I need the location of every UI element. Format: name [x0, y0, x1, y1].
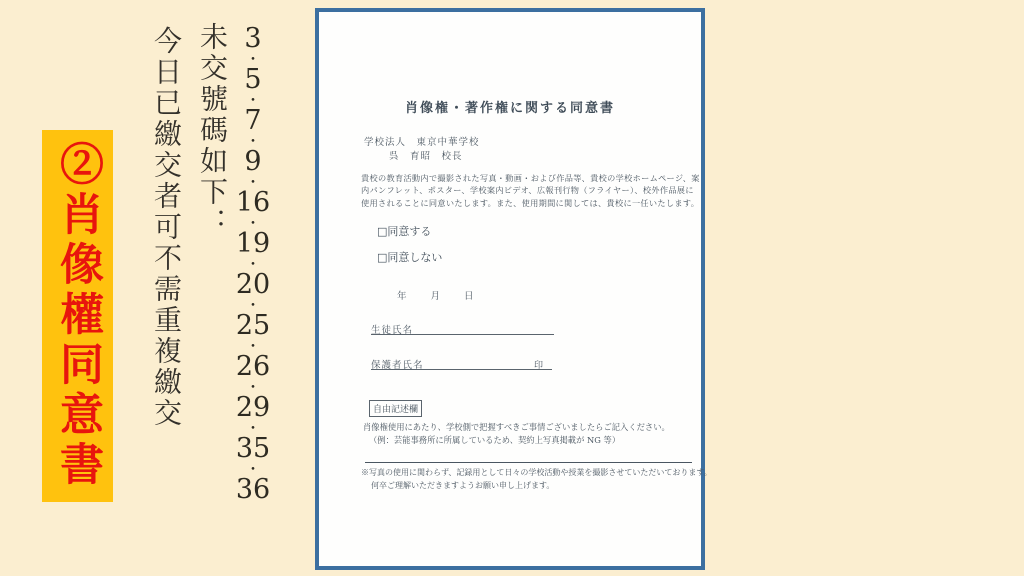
school-name: 学校法人 東京中華学校 — [364, 137, 480, 148]
number-separator-dot: ・ — [245, 296, 261, 314]
uncollected-number: 35 — [235, 433, 271, 464]
number-separator-dot: ・ — [245, 419, 261, 437]
consent-body-paragraph — [361, 172, 700, 209]
seal-mark: 印 — [533, 361, 544, 371]
uncollected-numbers-list — [233, 24, 273, 504]
number-separator-dot: ・ — [245, 255, 261, 273]
document-title: 肖像権・著作権に関する同意書 — [404, 101, 615, 116]
uncollected-number: 9 — [244, 146, 262, 177]
number-separator-dot: ・ — [245, 214, 261, 232]
student-name-label: 生徒氏名 — [371, 325, 414, 336]
footer-note-1: ※写真の使用に関わらず、記録用として日々の学校活動や授業を撮影させていただいております。 — [361, 468, 712, 477]
uncollected-number: 19 — [235, 228, 271, 259]
free-text-instruction: 肖像権使用にあたり、学校側で把握すべきご事情ございましたらご記入ください。 — [363, 422, 670, 432]
title-banner — [42, 130, 113, 502]
body-line: 内パンフレット、ポスター、学校案内ビデオ、広報刊行物（フライヤー）、校外作品展に — [361, 185, 694, 196]
uncollected-number: 26 — [235, 351, 271, 382]
consent-form-document — [315, 8, 712, 570]
number-separator-dot: ・ — [245, 91, 261, 109]
guardian-name-label: 保護者氏名 — [371, 360, 424, 371]
date-day-label: 日 — [464, 291, 474, 302]
uncollected-number: 20 — [235, 269, 271, 300]
banner-title: ②肖像權同意書 — [52, 141, 103, 491]
number-separator-dot: ・ — [245, 50, 261, 68]
free-text-example: （例：芸能事務所に所属しているため、契約上写真掲載が NG 等） — [369, 435, 621, 445]
uncollected-number: 36 — [235, 474, 271, 505]
uncollected-number: 25 — [235, 310, 271, 341]
uncollected-number: 7 — [244, 105, 262, 136]
number-separator-dot: ・ — [245, 337, 261, 355]
number-separator-dot: ・ — [245, 460, 261, 478]
footer-note-2: 何卒ご理解いただきますようお願い申し上げます。 — [371, 481, 555, 490]
date-line — [397, 288, 474, 302]
date-month-label: 月 — [430, 291, 441, 302]
number-separator-dot: ・ — [245, 173, 261, 191]
uncollected-number: 16 — [235, 187, 271, 218]
uncollected-number: 5 — [244, 64, 262, 95]
number-separator-dot: ・ — [245, 378, 261, 396]
uncollected-number: 3 — [244, 23, 262, 54]
uncollected-number: 29 — [235, 392, 271, 423]
date-year-label: 年 — [397, 291, 407, 302]
checkbox-agree: □同意する — [377, 225, 432, 238]
checkbox-disagree: □同意しない — [377, 251, 443, 264]
number-separator-dot: ・ — [245, 132, 261, 150]
note-already-paid: 今日已繳交者可不需重複繳交 — [150, 26, 183, 429]
note-unpaid-heading: 未交號碼如下： — [196, 22, 229, 239]
principal-name: 呉 育昭 校長 — [389, 151, 463, 162]
student-name-field — [371, 322, 554, 335]
guardian-name-field — [371, 357, 552, 370]
footer-divider — [365, 462, 692, 463]
free-text-box-label: 自由記述欄 — [369, 400, 422, 417]
body-line: 貴校の教育活動内で撮影された写真・動画・および作品等、貴校の学校ホームページ、案 — [361, 173, 700, 183]
body-line: 使用されることに同意いたします。また、使用期間に関しては、貴校に一任いたします。 — [361, 197, 700, 208]
